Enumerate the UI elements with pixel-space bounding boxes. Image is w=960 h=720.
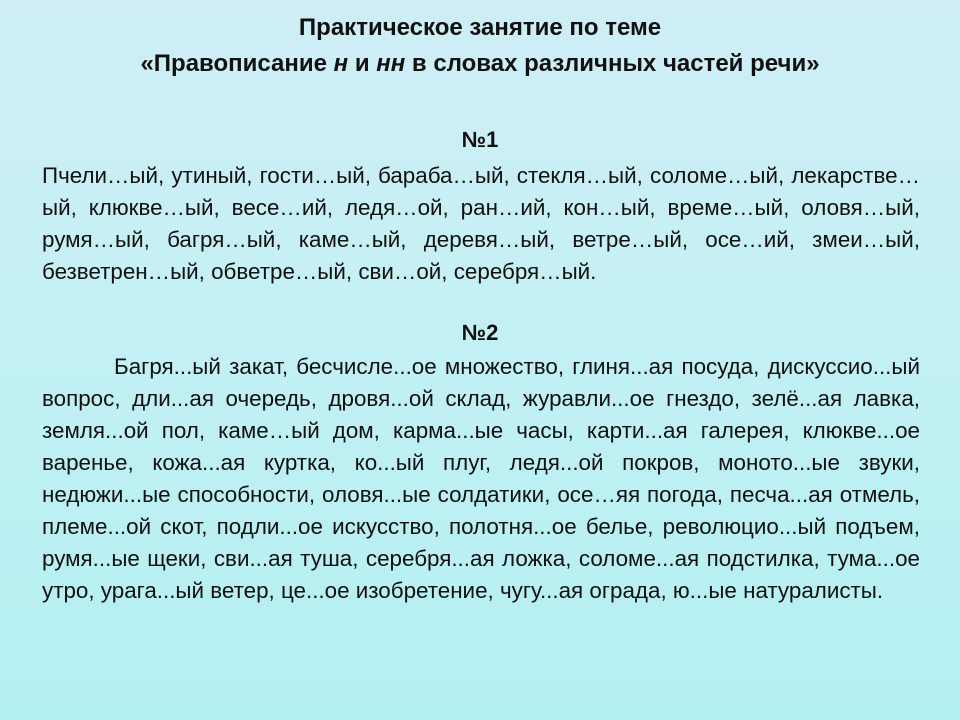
task-1-text: Пчели…ый, утиный, гости…ый, бараба…ый, стекля…ый, соломе…ый, лекарстве…ый, клюкве…ый, весе…ий, ледя…ой, ран…ий, кон…ый, време…ый, оловя…ый, румя…ый, багря…ый, каме…ый, деревя…ый, ветре…ый, осе…ий, змеи…ый, безветрен…ый, обветре…ый, сви…ой, серебря…ый. xyxy=(42,163,920,284)
slide-title xyxy=(0,10,960,82)
task-1-heading: №1 xyxy=(461,127,499,152)
title-prefix: «Правописание xyxy=(140,50,334,77)
task-2-text: Багря...ый закат, бесчисле...ое множество, глиня...ая посуда, дискуссио...ый вопрос, дли...ая очередь, дровя...ой склад, журавли...ое гнездо, зелё...ая лавка, земля...ой пол, каме…ый дом, карма...ые часы, карти...ая галерея, клюкве...ое варенье, кожа...ая куртка, ко...ый плуг, ледя...ой покров, моното...ые звуки, недюжи...ые способности, оловя...ые солдатики, осе…яя погода, песча...ая отмель, племе...ой скот, подли...ое искусство, полотня...ое белье, революцио...ый подъем, румя...ые щеки, сви...ая туша, серебря...ая ложка, соломе...ая подстилка, тума...ое утро, урага...ый ветер, це...ое изобретение, чугу...ая ограда, ю...ые натуралисты. xyxy=(42,354,920,603)
title-and: и xyxy=(348,50,377,77)
task-2-heading: №2 xyxy=(461,320,499,345)
title-line-2 xyxy=(0,46,960,82)
title-n: н xyxy=(333,50,349,77)
title-line-1: Практическое занятие по теме xyxy=(298,14,662,41)
title-suffix: в словах различных частей речи» xyxy=(405,50,820,77)
title-nn: нн xyxy=(376,50,406,77)
